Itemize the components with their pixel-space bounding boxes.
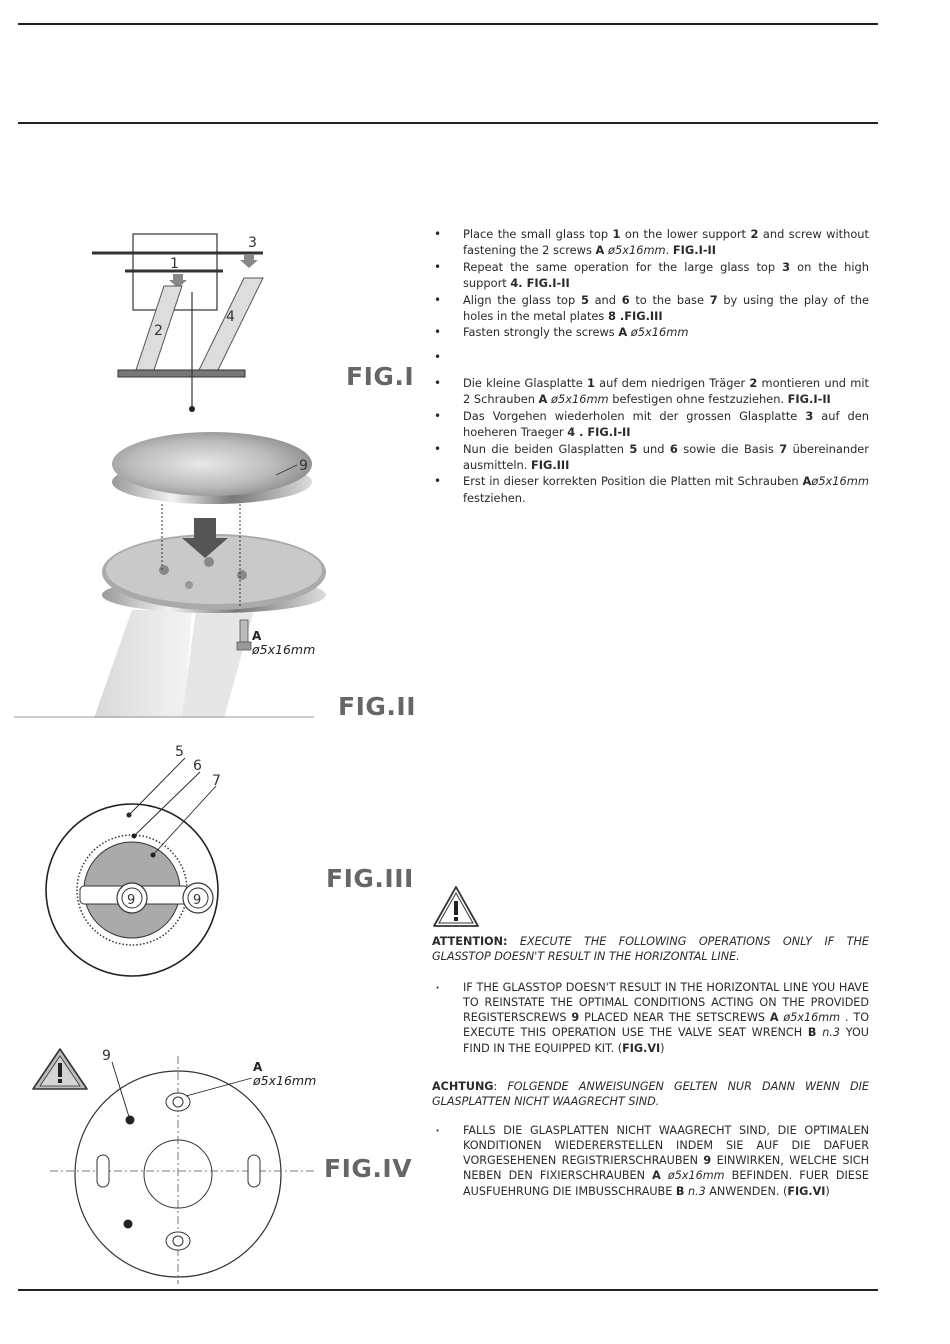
- german-step-1: • Die kleine Glasplatte 1 auf dem niedrigen Träger 2 montieren und mit 2 Schrauben A ø5x16mm befestigen ohne festzuziehen. FIG.I-II: [432, 375, 869, 408]
- attention-step: · IF THE GLASSTOP DOESN'T RESULT IN THE HORIZONTAL LINE YOU HAVE TO REINSTATE THE OPTIMAL CONDITIONS ACTING ON THE PROVIDED REGISTERSCREWS 9 PLACED NEAR THE SETSCREWS A ø5x16mm . TO EXECUTE THIS OPERATION USE THE VALVE SEAT WRENCH B n.3 YOU FIND IN THE EQUIPPED KIT. (FIG.VI): [432, 980, 869, 1056]
- english-step-1: • Place the small glass top 1 on the lower support 2 and screw without fastening the 2 screws A ø5x16mm. FIG.I-II: [432, 226, 869, 259]
- fig2-screw-letter: A: [252, 629, 262, 643]
- fig4-screw-letter: A: [253, 1060, 263, 1074]
- fig1-callout-1: 1: [170, 256, 179, 272]
- fig3-callout-9b: 9: [193, 893, 202, 908]
- fig3-drawing: [40, 740, 280, 980]
- german-step-3: • Nun die beiden Glasplatten 5 und 6 sowie die Basis 7 übereinander ausmitteln. FIG.III: [432, 441, 869, 474]
- achtung-step: · FALLS DIE GLASPLATTEN NICHT WAAGRECHT SIND, DIE OPTIMALEN KONDITIONEN WIEDERERSTELLEN INDEM SIE AUF DIE DAFUER VORGESEHENEN REGISTRIERSCHRAUBEN 9 EINWIRKEN, WELCHE SICH NEBEN DEN FIXIERSCHRAUBEN A ø5x16mm BEFINDEN. FUER DIESE AUSFUEHRUNG DIE IMBUSSCHRAUBE B n.3 ANWENDEN. (FIG.VI): [432, 1123, 869, 1199]
- attention-block: [432, 934, 869, 1056]
- fig3-callout-5: 5: [175, 744, 184, 760]
- fig4-label: FIG.IV: [324, 1154, 413, 1183]
- fig2-callout-9: 9: [299, 458, 308, 474]
- attention-heading: ATTENTION: EXECUTE THE FOLLOWING OPERATIONS ONLY IF THE GLASSTOP DOESN'T RESULT IN THE HORIZONTAL LINE.: [432, 935, 869, 964]
- german-instructions: [432, 375, 869, 506]
- english-step-4: • Fasten strongly the screws A ø5x16mm: [432, 324, 869, 340]
- fig4-screw-spec: ø5x16mm: [253, 1073, 317, 1088]
- fig1-label: FIG.I: [346, 362, 415, 391]
- fig1-callout-2: 2: [154, 323, 163, 339]
- fig3-callout-9a: 9: [127, 893, 136, 908]
- achtung-block: [432, 1079, 869, 1199]
- fig1-callout-3: 3: [248, 235, 257, 251]
- header-rule: [18, 122, 878, 124]
- fig4-callout-9: 9: [102, 1048, 111, 1064]
- fig2-screw-spec: ø5x16mm: [252, 642, 316, 657]
- empty-bullet: [432, 349, 869, 365]
- warning-triangle-icon: [431, 884, 481, 930]
- fig3-callout-7: 7: [212, 773, 221, 789]
- fig2-drawing: [14, 420, 334, 720]
- german-step-4: • Erst in dieser korrekten Position die Platten mit Schrauben Aø5x16mm festziehen.: [432, 473, 869, 506]
- achtung-heading: ACHTUNG: FOLGENDE ANWEISUNGEN GELTEN NUR DANN WENN DIE GLASPLATTEN NICHT WAAGRECHT SIND.: [432, 1080, 869, 1109]
- english-step-3: • Align the glass top 5 and 6 to the base 7 by using the play of the holes in the metal plates 8 .FIG.III: [432, 292, 869, 325]
- german-step-2: • Das Vorgehen wiederholen mit der grossen Glasplatte 3 auf den hoeheren Traeger 4 . FIG.I-II: [432, 408, 869, 441]
- fig3-label: FIG.III: [326, 864, 414, 893]
- english-step-2: • Repeat the same operation for the large glass top 3 on the high support 4. FIG.I-II: [432, 259, 869, 292]
- fig1-drawing: [88, 228, 268, 418]
- english-instructions: [432, 226, 869, 365]
- fig4-drawing: [30, 1044, 330, 1284]
- top-rule: [18, 23, 878, 25]
- fig1-callout-4: 4: [226, 309, 235, 325]
- bottom-rule: [18, 1289, 878, 1291]
- fig2-label: FIG.II: [338, 692, 416, 721]
- fig3-callout-6: 6: [193, 758, 202, 774]
